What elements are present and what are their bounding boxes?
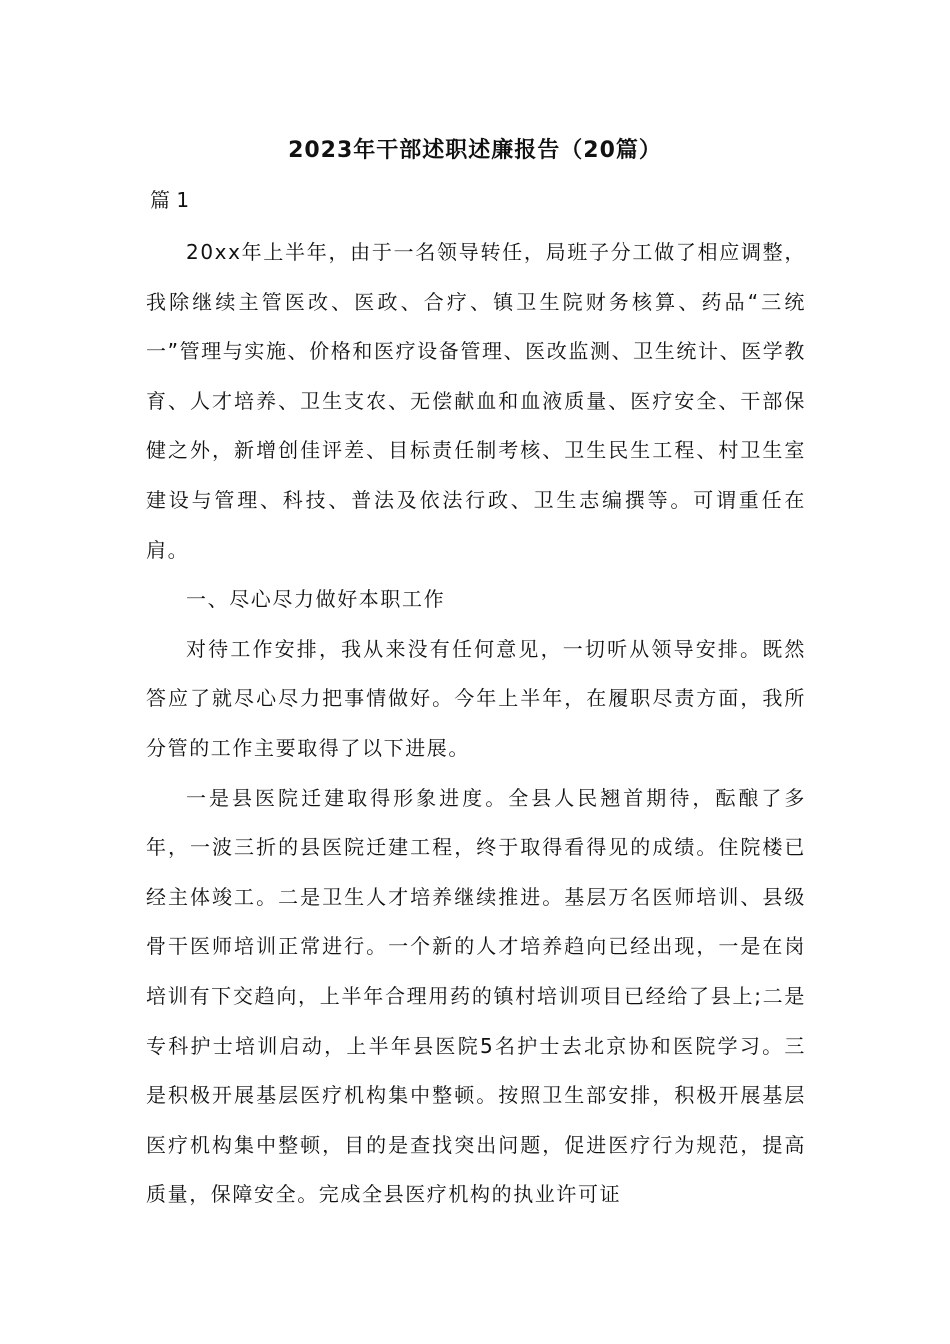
section-heading: 一、尽心尽力做好本职工作 xyxy=(186,587,446,612)
section-label: 篇 1 xyxy=(150,188,190,212)
paragraph-intro: 20xx年上半年，由于一名领导转任，局班子分工做了相应调整，我除继续主管医改、医政、合疗、镇卫生院财务核算、药品“三统一”管理与实施、价格和医疗设备管理、医改监测、卫生统计、医学教育、人才培养、卫生支农、无偿献血和血液质量、医疗安全、干部保健之外，新增创佳评差、目标责任制考核、卫生民生工程、村卫生室建设与管理、科技、普法及依法行政、卫生志编撰等。可谓重任在肩。 xyxy=(146,240,806,562)
document-body xyxy=(146,228,806,1220)
document-title: 2023年干部述职述廉报告（20篇） xyxy=(288,138,662,163)
paragraph-attitude: 对待工作安排，我从来没有任何意见，一切听从领导安排。既然答应了就尽心尽力把事情做好。今年上半年，在履职尽责方面，我所分管的工作主要取得了以下进展。 xyxy=(146,636,806,760)
paragraph-progress: 一是县医院迁建取得形象进度。全县人民翘首期待，酝酿了多年，一波三折的县医院迁建工程，终于取得看得见的成绩。住院楼已经主体竣工。二是卫生人才培养继续推进。基层万名医师培训、县级骨干医师培训正常进行。一个新的人才培养趋向已经出现，一是在岗培训有下交趋向，上半年合理用药的镇村培训项目已经给了县上;二是专科护士培训启动，上半年县医院5名护士去北京协和医院学习。三是积极开展基层医疗机构集中整顿。按照卫生部安排，积极开展基层医疗机构集中整顿，目的是查找突出问题，促进医疗行为规范，提高质量，保障安全。完成全县医疗机构的执业许可证 xyxy=(146,785,806,1207)
